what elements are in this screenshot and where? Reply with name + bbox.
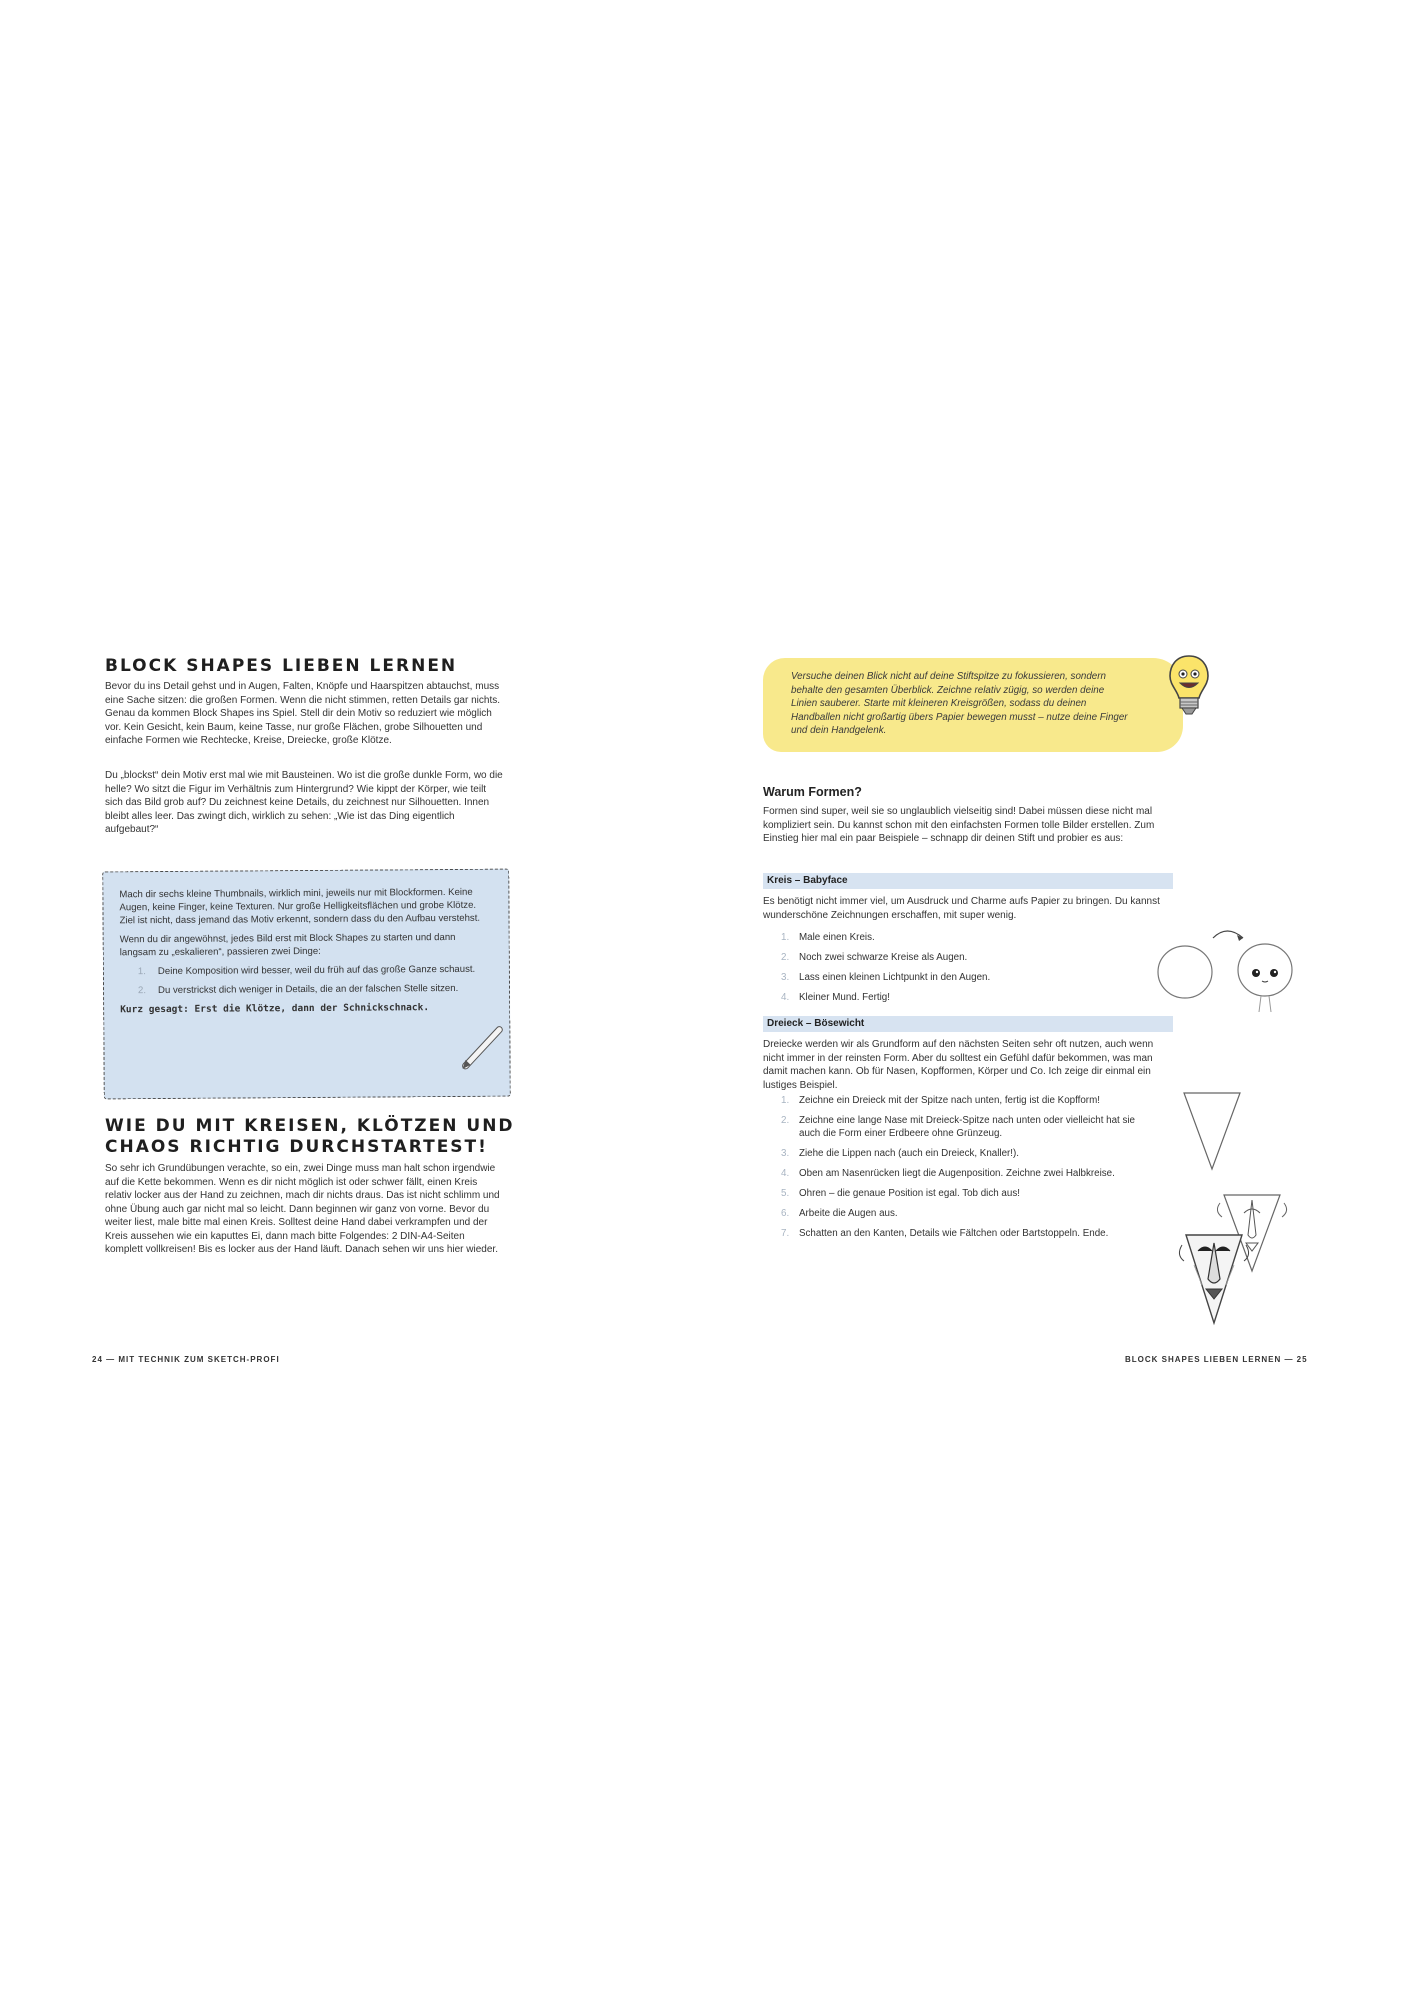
list-item: 3. Lass einen kleinen Lichtpunkt in den Augen. [781,972,991,983]
list-item: 2. Du verstrickst dich weniger in Details, die an der falschen Stelle sitzen. [138,982,459,997]
lightbulb-icon [1166,652,1212,722]
tip-box [763,658,1183,752]
kreis-intro: Es benötigt nicht immer viel, um Ausdruck und Charme aufs Papier zu bringen. Du kannst wunderschöne Zeichnungen erschaffen, mit super wenig. [763,896,1160,921]
villain-triangle-illustration [1180,1085,1290,1335]
dreieck-steps [763,1094,1143,1240]
exercise-text-2: Wenn du dir angewöhnst, jedes Bild erst mit Block Shapes zu starten und dann langsam zu „eskalieren“, passieren zwei Dinge: [119,931,456,959]
exercise-box [102,869,511,1100]
list-item: 4. Oben am Nasenrücken liegt die Augenposition. Zeichne zwei Halbkreise. [781,1168,1115,1179]
kreis-steps [763,931,1143,1004]
list-item: 3. Ziehe die Lippen nach (auch ein Dreieck, Knaller!). [781,1148,1020,1159]
list-item: 2. Zeichne eine lange Nase mit Dreieck-Spitze nach unten oder vielleicht hat sie auch die Form einer Erdbeere ohne Grünzeug. [781,1115,1135,1139]
dreieck-title-bar: Dreieck – Bösewicht [763,1016,1173,1032]
list-item: 2. Noch zwei schwarze Kreise als Augen. [781,952,968,963]
list-item: 5. Ohren – die genaue Position ist egal. Tob dich aus! [781,1188,1020,1199]
exercise-text: Mach dir sechs kleine Thumbnails, wirklich mini, jeweils nur mit Blockformen. Keine Augen, keine Finger, keine Texturen. Nur große Helligkeitsflächen und grobe Klötze. Ziel ist nicht, dass jemand das Motiv erkennt, sondern dass du den Aufbau verstehst. [119,886,481,927]
intro-paragraph-right: Formen sind super, weil sie so unglaublich vielseitig sind! Dabei müssen diese nicht mal kompliziert sein. Du kannst schon mit den einfachsten Formen tolle Bilder erstellen. Zum Einstieg hier mal ein paar Beispiele – schnapp dir deinen Stift und probier es aus: [763,806,1155,844]
section-heading: BLOCK SHAPES LIEBEN LERNEN [105,656,458,676]
page-footer-right: BLOCK SHAPES LIEBEN LERNEN — 25 [1125,1355,1308,1364]
dreieck-intro: Dreiecke werden wir als Grundform auf den nächsten Seiten sehr oft nutzen, auch wenn nicht immer in der reinsten Form. Aber du solltest ein Gefühl dafür bekommen, was man damit machen kann. Ob für Nasen, Kopfformen, Körper und Co. Ich zeige dir einmal ein lustiges Beispiel. [763,1039,1154,1091]
list-item: 6. Arbeite die Augen aus. [781,1208,898,1219]
intro-paragraph-2: Du „blockst“ dein Motiv erst mal wie mit Bausteinen. Wo ist die große dunkle Form, wo die helle? Wo sitzt die Figur im Verhältnis zum Hintergrund? Wie kippt der Körper, wie teilt sich das Bild grob auf? Du zeichnest keine Details, du zeichnest nur Silhouetten. Innen bleibt alles leer. Das zwingt dich, wirklich zu sehen: „Wie ist das Ding eigentlich aufgebaut?“ [105,770,503,835]
tip-text: Versuche deinen Blick nicht auf deine Stiftspitze zu fokussieren, sondern behalte den gesamten Überblick. Zeichne relativ zügig, so werden deine Linien sauberer. Starte mit kleineren Kreisgrößen, sodass du deinen Handballen nicht großartig übers Papier bewegen musst – nutze deine Finger und dein Handgelenk. [791,671,1128,737]
list-item: 4. Kleiner Mund. Fertig! [781,992,890,1003]
section-heading-2a: WIE DU MIT KREISEN, KLÖTZEN UND [105,1116,515,1136]
list-item: 7. Schatten an den Kanten, Details wie Fältchen oder Bartstoppeln. Ende. [781,1228,1109,1239]
exercise-list [120,963,490,998]
intro-paragraph: Bevor du ins Detail gehst und in Augen, Falten, Knöpfe und Haarspitzen abtauchst, muss eine Sache sitzen: die großen Formen. Wenn die nicht stimmen, retten Details gar nichts. Genau da kommen Block Shapes ins Spiel. Stell dir dein Motiv so reduziert wie möglich vor. Kein Gesicht, kein Baum, keine Tasse, nur große Flächen, grobe Silhouetten und einfache Formen wie Rechtecke, Kreise, Dreiecke, große Klötze. [105,681,501,746]
handwritten-note: Kurz gesagt: Erst die Klötze, dann der Schnickschnack. [120,1002,430,1016]
list-item: 1. Male einen Kreis. [781,932,875,943]
kreis-title-bar: Kreis – Babyface [763,873,1173,889]
section-heading-2b: CHAOS RICHTIG DURCHSTARTEST! [105,1137,488,1157]
babyface-illustration [1155,920,1305,1030]
list-item: 1. Deine Komposition wird besser, weil du früh auf das große Ganze schaust. [137,963,476,978]
body-paragraph: So sehr ich Grundübungen verachte, so ein, zwei Dinge muss man halt schon irgendwie auf die Kette bekommen. Wenn es dir nicht möglich ist oder schwer fällt, einen Kreis relativ locker aus der Hand zu zeichnen, mach dir nichts draus. Das ist nicht schlimm und ohne Übung auch gar nicht mal so leicht. Dann beginnen wir ganz von vorne. Bevor du weiter liest, male bitte mal einen Kreis. Solltest deine Hand dabei verkrampfen und der Kreis aussehen wie ein kaputtes Ei, dann mach bitte Folgendes: 2 DIN-A4-Seiten komplett vollkreisen! Bis es locker aus der Hand läuft. Danach sehen wir uns hier wieder. [105,1163,500,1255]
list-item: 1. Zeichne ein Dreieck mit der Spitze nach unten, fertig ist die Kopfform! [781,1095,1100,1106]
section-heading-right: Warum Formen? [763,785,862,799]
page-footer-left: 24 — MIT TECHNIK ZUM SKETCH-PROFI [92,1355,280,1364]
pencil-icon [459,1022,509,1072]
